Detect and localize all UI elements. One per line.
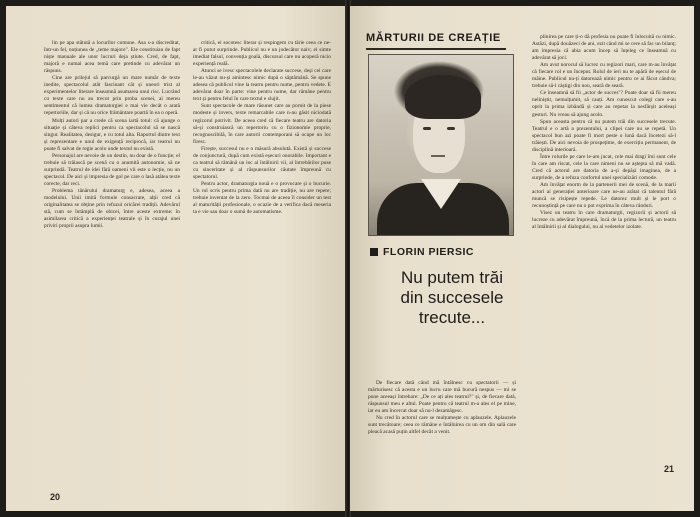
left-column-1	[44, 40, 180, 480]
paragraph: Firește, succesul nu e o măsură absolută. Există și succese de conjunctură, după cum există eșecuri onorabile. Important e ca teatrul să rămână un loc al întâlnirii vii, al întrebărilor puse cu sinceritate și al răspunsurilor căutate împreună cu spectatorul.	[193, 145, 331, 180]
paragraph: Sunt spectacole de mare răsunet care au pornit de la piese modeste și invers, texte remarcabile care n-au găsit niciodată regizorul potrivit. De aceea cred că fiecare teatru are datoria să-și construiască un repertoriu cu o fizionomie proprie, recognoscibilă, în care autorii contemporani să ocupe un loc firesc.	[193, 103, 331, 145]
page-number: 20	[50, 492, 61, 502]
left-page	[6, 6, 346, 511]
paragraph: Visez un teatru în care dramaturgii, regizorii și actorii să lucreze cu adevărat împreună, încă de la prima lectură, un teatru al întâlnirii și al dialogului, nu al vedetelor izolate.	[532, 210, 676, 231]
paragraph: Am avut norocul să lucrez cu regizori mari, care m-au învățat că fiecare rol e un început. Rolul de ieri nu te apără de eșecul de mâine. Publicul nu-ți datorează nimic pentru ce ai făcut cândva; trebuie să-l câștigi din nou, seară de seară.	[532, 62, 676, 90]
portrait-eye	[447, 127, 455, 130]
paragraph: lin pe apa stătută a locurilor comune. Asa s-a discreditat, într-un fel, noțiunea de „teme majore". Ele constituiau de fapt niște manuale ale unor lucruri deja știute. Cred, de fapt, majoră e numai acea temă care pretinde cu adevărat un răspuns.	[44, 40, 180, 75]
paragraph: Am învățat enorm de la partenerii mei de scenă, de la marii actori ai generației anterioare care ne-au arătat că talentul fără muncă se risipește repede. Le datorez mult și le port o recunoștință pe care nu o pot exprima în câteva rânduri.	[532, 181, 676, 210]
portrait-mouth	[431, 155, 445, 157]
right-column-main	[532, 34, 676, 466]
paragraph: critică, ei socotesc literar și respingem cu tărie ceea ce ne-ar fi putut surprinde. Publicul nu e un judecător naiv; el simte imediat falsul, convenția goală, discursul care nu acoperă nicio experiență reală.	[193, 40, 331, 68]
author-name	[370, 246, 474, 258]
section-rule	[366, 48, 506, 50]
square-bullet-icon	[370, 248, 378, 256]
paragraph: Cine are prilejul să parcurgă un mare număr de texte inedite, spectacolul atât fascinant cât și uneori trist al experimentelor literare înseamnă asumarea unui risc. Lucrând cu texte care nu au trecut prin proba scenei, ai mereu sentimentul că lumea dramaturgiei e mai vie decât o arată repertoriile, dar și că nu orice frământare poartă în ea o operă.	[44, 75, 180, 117]
paragraph: Personajul are nevoie de un destin, nu doar de o funcție; el trebuie să trăiască pe scenă cu o anumită autonomie, să ne surprindă. Teatrul de idei fără oameni vii este o lecție, nu un spectacol. De aici și impresia de gol pe care o lasă atâtea texte corecte, dar reci.	[44, 152, 180, 187]
paragraph: Între rolurile pe care le-am jucat, cele mai dragi îmi sunt cele în care am riscat, cele la care nimeni nu se aștepta să mă vadă. Cred că actorul are datoria de a-și depăși imaginea, de a surprinde, de a refuza confortul unei specializări comode.	[532, 153, 676, 181]
paragraph: Mulți autori par a crede că scena iartă totul: că ajunge o situație și câteva replici pentru ca spectacolul să se nască singur. Realitatea, desigur, e cu totul alta. Raportul dintre text și reprezentare e unul de exigență reciprocă, iar teatrul nu poate fi salvat de regie acolo unde textul nu există.	[44, 117, 180, 152]
author-name-text: FLORIN PIERSIC	[383, 246, 475, 258]
paragraph: plinirea pe care ți-o dă profesia nu poate fi înlocuită cu nimic. Astăzi, după douăzeci de ani, ezit când mi se cere să fac un bilanț; am impresia că abia acum încep să înțeleg ce înseamnă cu adevărat să joci.	[532, 34, 676, 62]
article-headline: Nu putem trăi din succesele trecute...	[400, 268, 504, 327]
page-number: 21	[663, 464, 674, 474]
section-title: MĂRTURII DE CREAȚIE	[366, 32, 501, 44]
author-portrait	[368, 54, 514, 236]
right-column-intro	[368, 380, 516, 464]
paragraph: Atunci se ivesc spectacolele declarate succese, deși cei care le-au văzut nu-și amintesc nimic după o săptămână. Se spune adesea că publicul vine la teatru pentru nume, pentru vedete. E adevărat doar în parte: vine pentru nume, dar rămâne pentru text și pentru felul în care textul e slujit.	[193, 68, 331, 103]
left-column-2	[193, 40, 331, 480]
paragraph: Pentru actor, dramaturgia nouă e o provocare și o bucurie. Un rol scris pentru prima dată nu are tradiție, nu are repere; trebuie inventat de la zero. Tocmai de aceea îl consider un test al maturității profesionale, o ocazie de a verifica dacă meseria ta e vie sau doar o sumă de automatisme.	[193, 180, 331, 216]
right-page	[350, 6, 694, 511]
portrait-eye	[423, 127, 431, 130]
paragraph: Nu cred în actorul care se mulțumește cu aplauzele. Aplauzele sunt trecătoare; ceea ce rămâne e întâlnirea cu un om din sală care pleacă acasă puțin altfel decât a venit.	[368, 415, 516, 436]
portrait-hair	[405, 75, 481, 119]
paragraph: Spun aceasta pentru că nu putem trăi din succesele trecute. Teatrul e o artă a prezentului, a clipei care nu se repetă. Un spectacol bun azi poate fi mort peste o lună dacă încetezi să-l trăiești. De aici nevoia de prospețime, de exercițiu permanent, de disciplină interioară.	[532, 118, 676, 153]
paragraph: Problema tânărului dramaturg e, adesea, aceea a modelului. Unii imită formule consacrate, alții cred că originalitatea se obține prin refuzul oricărei tradiții. Adevărul stă, cum se întâmplă de obicei, între aceste extreme: în asimilarea critică a experienței teatrale și în curajul unei priviri proprii asupra lumii.	[44, 187, 180, 230]
paragraph: Ce înseamnă să fii „actor de succes"? Poate doar să fii mereu neliniștit, nemulțumit, să cauți. Am cunoscut colegi care s-au oprit la prima izbândă și care au repetat la nesfârșit aceleași gesturi. Nu vreau să ajung acolo.	[532, 90, 676, 118]
paragraph: De fiecare dată când mă întâlnesc cu spectatorii — și mărturisesc că acesta e un lucru care mă bucură nespus — mi se pune aceeași întrebare: „De ce ați ales teatrul?" și, de fiecare dată, răspunsul meu e altul. Poate pentru că teatrul m-a ales el pe mine, iar eu am încercat doar să nu-l dezamăgesc.	[368, 380, 516, 415]
